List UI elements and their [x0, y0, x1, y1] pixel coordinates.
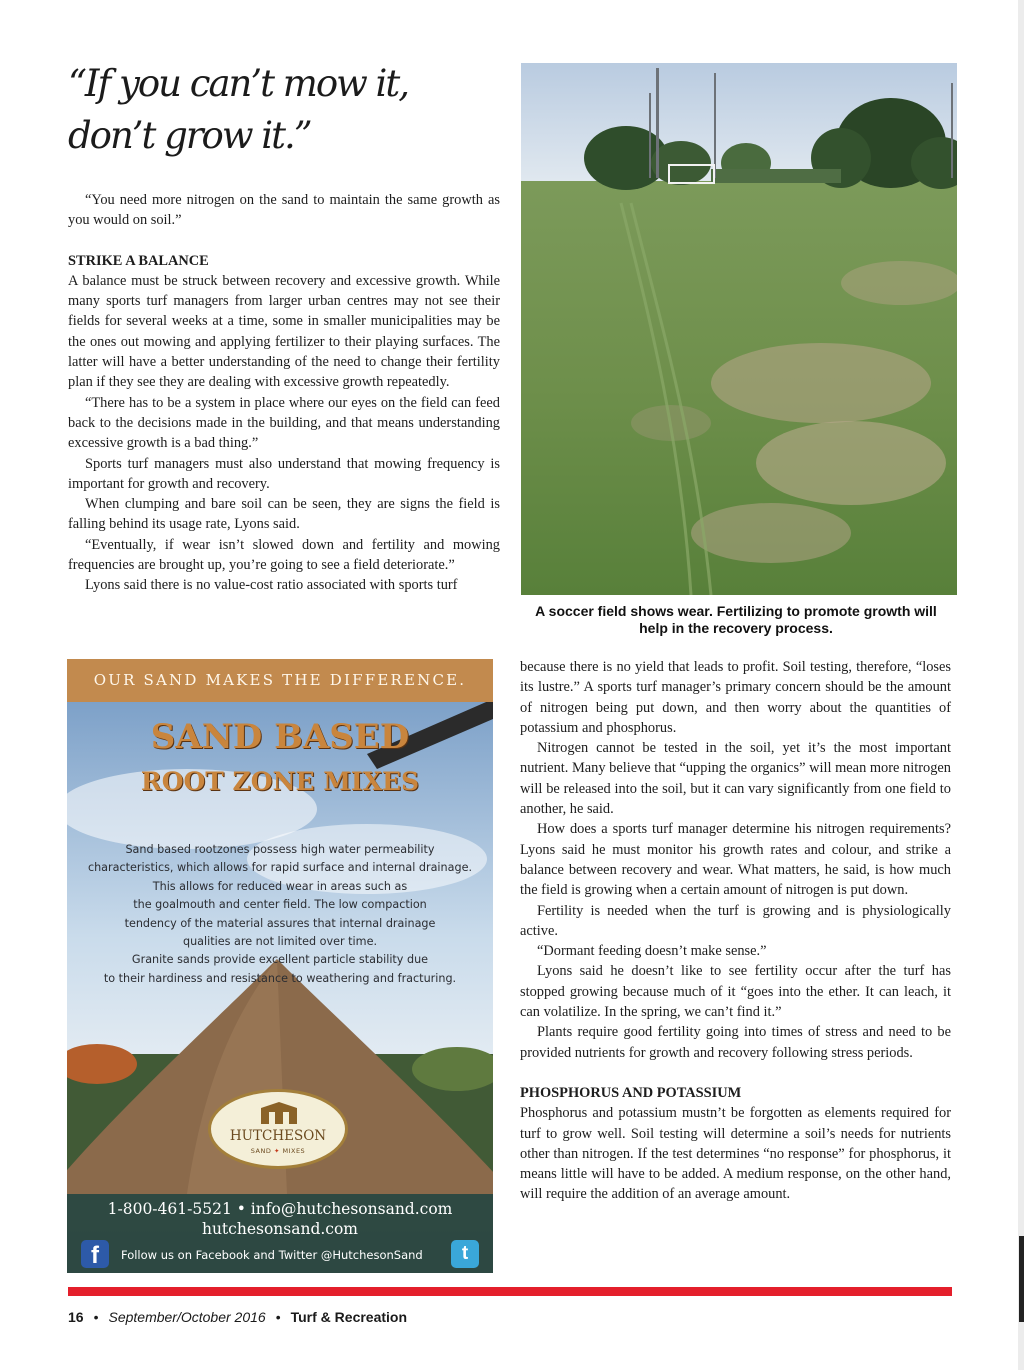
paragraph: When clumping and bare soil can be seen, they are signs the field is falling behind its usage rate, Lyons said. — [68, 496, 500, 533]
facebook-icon[interactable]: f — [81, 1240, 109, 1268]
twitter-icon[interactable]: t — [451, 1240, 479, 1268]
page-number: 16 — [68, 1309, 84, 1325]
section-heading-phosphorus-potassium: PHOSPHORUS AND POTASSIUM — [520, 1084, 742, 1101]
paragraph: Nitrogen cannot be tested in the soil, yet it’s the most important nutrient. Many believe that “upping the organics” will mean more nitrogen will be released into the soil, but it can vary significantly from one field to another, he said. — [520, 740, 951, 818]
paragraph: “Dormant feeding doesn’t make sense.” — [537, 943, 767, 960]
footer-bullet: • — [275, 1309, 281, 1325]
hutcheson-sand-ad[interactable] — [67, 659, 493, 1273]
paragraph: Phosphorus and potassium mustn’t be forgotten as elements required for turf to grow well. Soil testing will determine a soil’s needs for nutrients other than nitrogen. If the test determines “no response” for phosphorus, it means little will have to be added. A medium response, on the other hand, will require the addition of an average amount. — [520, 1105, 951, 1203]
ad-contact-bar — [67, 1194, 493, 1273]
ad-website-link[interactable]: hutchesonsand.com — [201, 1220, 359, 1238]
ad-body-line: characteristics, which allows for rapid surface and internal drainage. — [87, 861, 473, 875]
paragraph: Fertility is needed when the turf is growing and is physiologically active. — [520, 902, 951, 939]
footer-accent-bar — [68, 1287, 952, 1296]
ad-social-text: Follow us on Facebook and Twitter @HutchesonSand — [121, 1248, 423, 1262]
ad-headline: SAND BASED — [150, 717, 410, 757]
maple-leaf-icon: ✦ — [273, 1147, 280, 1155]
paragraph: Plants require good fertility going into times of stress and need to be provided nutrients for growth and recovery following stress periods. — [520, 1024, 951, 1061]
hutcheson-logo-mark-icon — [259, 1100, 299, 1126]
paragraph: How does a sports turf manager determine his nitrogen requirements? Lyons said he must monitor his growth rates and colour, and strike a balance between recovery and wear. What matters, he said, is how much the field is growing when a certain amount of nitrogen is put down. — [520, 821, 951, 899]
ad-banner: OUR SAND MAKES THE DIFFERENCE. — [67, 659, 493, 702]
right-column — [520, 657, 951, 1205]
paragraph: A balance must be struck between recovery and excessive growth. While many sports turf managers from larger urban centres may not see their fields for several weeks at a time, some in smaller municipalities may be the ones out mowing and applying fertilizer to their playing surfaces. The latter will have a better understanding of the need to change their fertility plan if they see they are dealing with excessive growth repeatedly. — [68, 272, 500, 391]
ad-body-line: Sand based rootzones possess high water permeability — [125, 843, 435, 856]
paragraph: “Eventually, if wear isn’t slowed down and fertility and mowing frequencies are brought up, you’re going to see a field deteriorate.” — [68, 536, 500, 574]
ad-body-line: tendency of the material assures that internal drainage — [124, 916, 436, 930]
paragraph: Lyons said he doesn’t like to see fertility occur after the turf has stopped growing because much of it “goes into the ether. It can leach, it can volatilize. In the spring, we can’t find it.” — [520, 963, 951, 1021]
pull-quote-line-2: don’t grow it.” — [68, 114, 311, 157]
ad-body-line: This allows for reduced wear in areas such as — [152, 879, 408, 893]
issue-date: September/October 2016 — [108, 1309, 266, 1325]
paragraph: Lyons said there is no value-cost ratio associated with sports turf — [85, 577, 458, 594]
ad-body-line: to their hardiness and resistance to weathering and fracturing. — [103, 971, 457, 985]
photo-caption: A soccer field shows wear. Fertilizing to promote growth will help in the recovery process. — [535, 603, 937, 636]
section-heading-strike-a-balance: STRIKE A BALANCE — [68, 252, 209, 269]
ad-body-line: qualities are not limited over time. — [182, 935, 378, 949]
magazine-title: Turf & Recreation — [290, 1309, 408, 1325]
soccer-field-photo — [521, 63, 957, 595]
intro-quote: “You need more nitrogen on the sand to maintain the same growth as you would on soil.” — [68, 192, 500, 229]
page-footer — [68, 1306, 407, 1328]
pull-quote-line-1: “If you can’t mow it, — [68, 62, 409, 105]
left-column — [68, 190, 500, 596]
hutcheson-logo — [208, 1089, 348, 1169]
page-edge — [1018, 0, 1024, 1370]
paragraph: “There has to be a system in place where our eyes on the field can feed back to the decisions made in the building, and that means understanding excessive growth is a bad thing.” — [68, 394, 500, 452]
ad-body-line: Granite sands provide excellent particle stability due — [131, 953, 429, 967]
ad-body-line: the goalmouth and center field. The low compaction — [133, 898, 427, 912]
pull-quote — [68, 58, 488, 162]
ad-subheadline: ROOT ZONE MIXES — [140, 767, 420, 796]
logo-subtitle: SAND ✦ MIXES — [250, 1147, 306, 1155]
ad-body-text — [73, 841, 487, 988]
ad-phone-email[interactable]: 1-800-461-5521 • info@hutchesonsand.com — [107, 1200, 453, 1218]
page-edge-tab — [1019, 1236, 1024, 1322]
paragraph: because there is no yield that leads to profit. Soil testing, therefore, “loses its lustre.” A sports turf manager’s primary concern should be the amount of nitrogen being put down, and then worry about the quantities of potassium and phosphorus. — [520, 659, 951, 736]
logo-name: HUTCHESON — [229, 1128, 327, 1144]
footer-bullet: • — [93, 1309, 99, 1325]
paragraph: Sports turf managers must also understand that mowing frequency is important for growth and recovery. — [68, 455, 500, 492]
